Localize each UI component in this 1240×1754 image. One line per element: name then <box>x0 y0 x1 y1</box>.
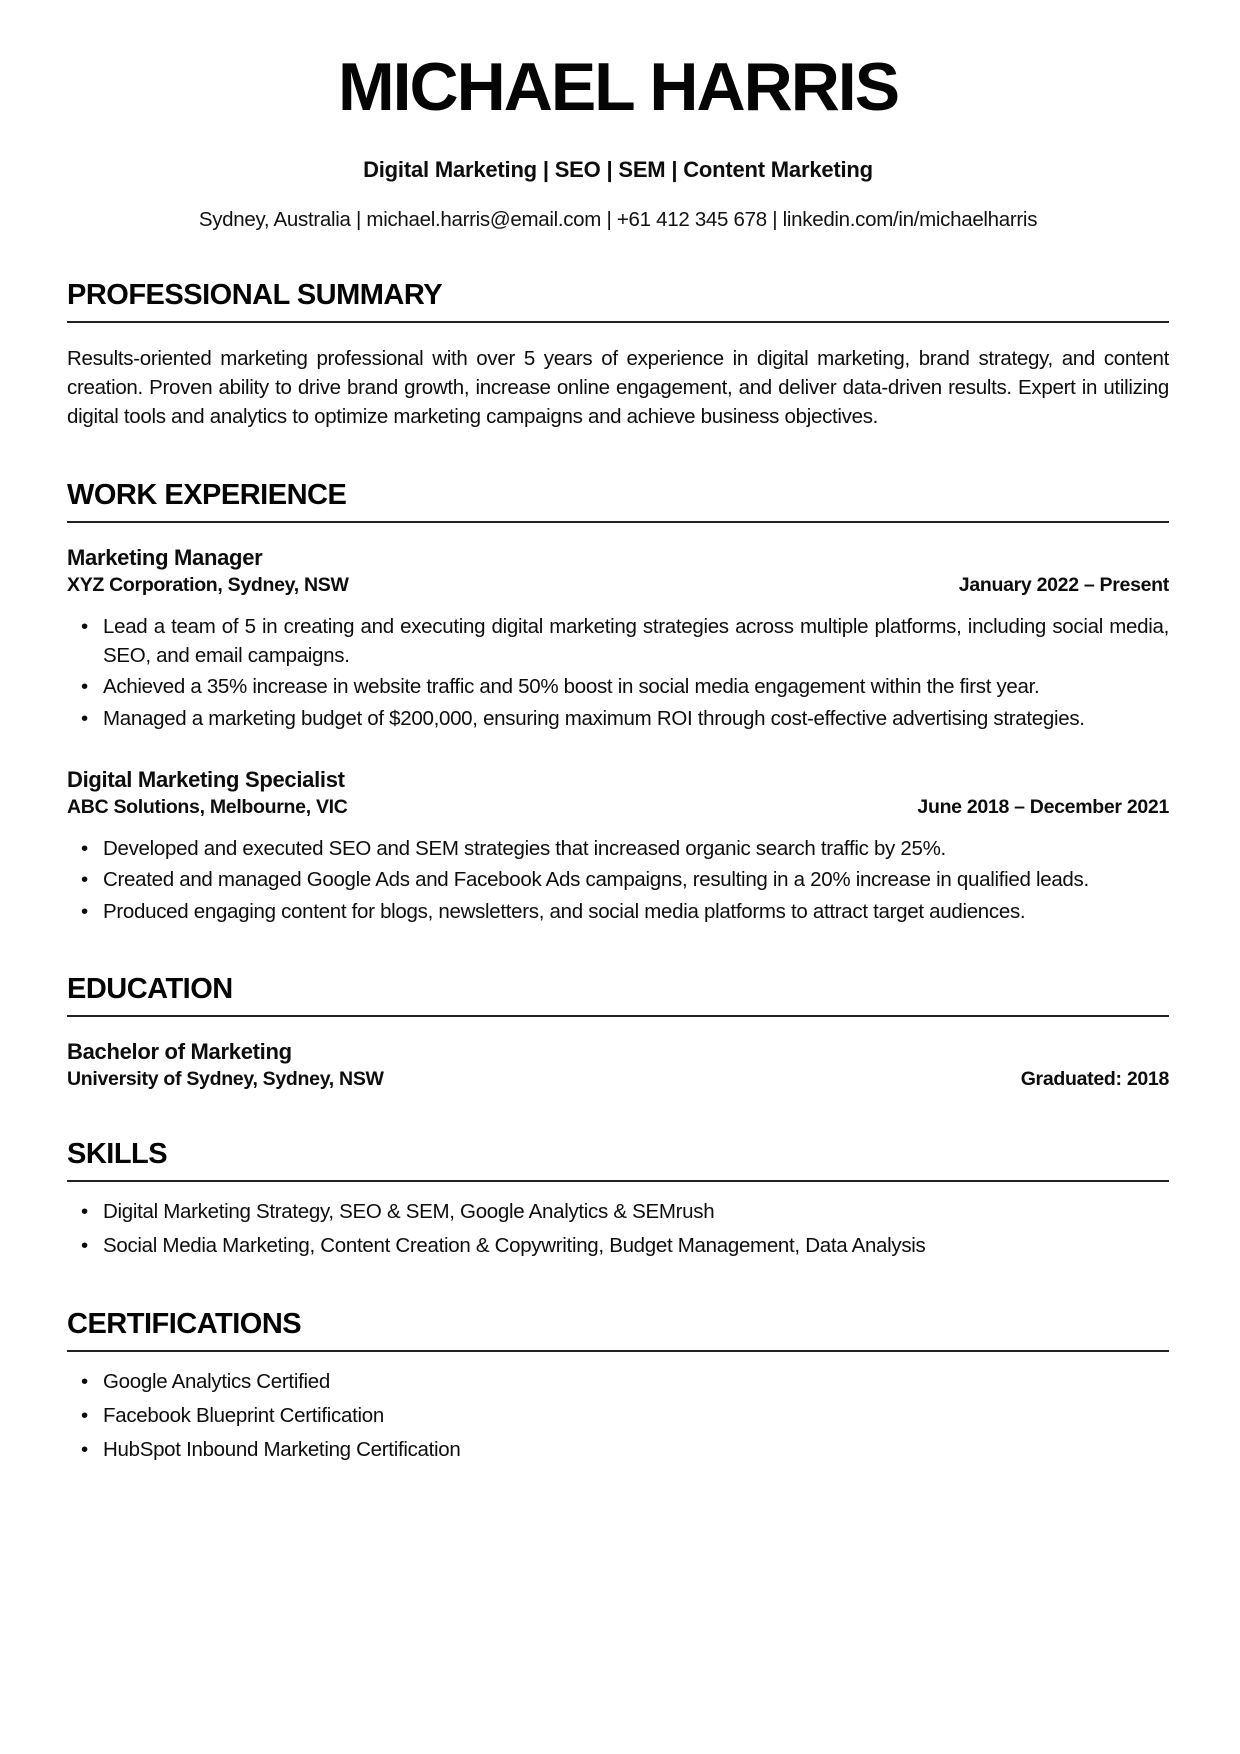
education-entry <box>67 1039 1169 1091</box>
job-company: XYZ Corporation, Sydney, NSW <box>67 573 349 596</box>
professional-summary-heading: PROFESSIONAL SUMMARY <box>67 279 1169 323</box>
skills-heading: SKILLS <box>67 1138 1169 1182</box>
job-dates: January 2022 – Present <box>958 573 1169 596</box>
job-title: Digital Marketing Specialist <box>67 766 345 792</box>
section-certifications <box>67 1308 1169 1465</box>
certification-item: • Facebook Blueprint Certification <box>81 1401 1169 1430</box>
skill-item: • Digital Marketing Strategy, SEO & SEM, Google Analytics & SEMrush <box>81 1197 1169 1226</box>
skills-list <box>67 1197 1169 1261</box>
education-meta-row <box>67 1068 1169 1091</box>
job-bullet: • Lead a team of 5 in creating and executing digital marketing strategies across multiple platforms, including social media, SEO, and email campaigns. <box>81 612 1169 671</box>
job-entry-marketing-manager <box>67 545 1169 733</box>
job-meta-row <box>67 796 1169 819</box>
resume-name: MICHAEL HARRIS <box>337 49 899 125</box>
job-bullet: • Created and managed Google Ads and Facebook Ads campaigns, resulting in a 20% increase in qualified leads. <box>81 865 1169 894</box>
job-bullet: • Managed a marketing budget of $200,000, ensuring maximum ROI through cost-effective advertising strategies. <box>81 704 1169 733</box>
education-heading: EDUCATION <box>67 973 1169 1017</box>
education-degree: Bachelor of Marketing <box>67 1038 292 1064</box>
skill-item: • Social Media Marketing, Content Creation & Copywriting, Budget Management, Data Analysis <box>81 1231 1169 1260</box>
job-meta-row <box>67 574 1169 597</box>
contact-line: Sydney, Australia | michael.harris@email.com | +61 412 345 678 | linkedin.com/in/michaelharris <box>198 207 1038 231</box>
resume-tagline: Digital Marketing | SEO | SEM | Content Marketing <box>363 156 873 182</box>
job-dates: June 2018 – December 2021 <box>917 795 1169 818</box>
certification-item: • Google Analytics Certified <box>81 1367 1169 1396</box>
education-school: University of Sydney, Sydney, NSW <box>67 1067 384 1090</box>
certifications-heading: CERTIFICATIONS <box>67 1308 1169 1352</box>
job-bullet: • Developed and executed SEO and SEM strategies that increased organic search traffic by 25%. <box>81 834 1169 863</box>
job-title: Marketing Manager <box>67 544 263 570</box>
job-bullet-list <box>67 834 1169 926</box>
work-experience-heading: WORK EXPERIENCE <box>67 479 1169 523</box>
section-work-experience <box>67 479 1169 926</box>
job-company: ABC Solutions, Melbourne, VIC <box>67 795 348 818</box>
job-bullet: • Achieved a 35% increase in website traffic and 50% boost in social media engagement within the first year. <box>81 672 1169 701</box>
section-education <box>67 973 1169 1091</box>
resume-header <box>67 50 1169 232</box>
section-skills <box>67 1138 1169 1261</box>
section-professional-summary <box>67 279 1169 432</box>
professional-summary-text: Results-oriented marketing professional with over 5 years of experience in digital marketing, brand strategy, and content creation. Proven ability to drive brand growth, increase online engagement, and deliver data-driven results. Expert in utilizing digital tools and analytics to optimize marketing campaigns and achieve business objectives. <box>67 346 1169 429</box>
certification-item: • HubSpot Inbound Marketing Certification <box>81 1435 1169 1464</box>
job-entry-digital-marketing-specialist <box>67 767 1169 926</box>
job-bullet: • Produced engaging content for blogs, newsletters, and social media platforms to attract target audiences. <box>81 897 1169 926</box>
education-dates: Graduated: 2018 <box>1020 1067 1169 1090</box>
job-bullet-list <box>67 612 1169 733</box>
certifications-list <box>67 1367 1169 1465</box>
